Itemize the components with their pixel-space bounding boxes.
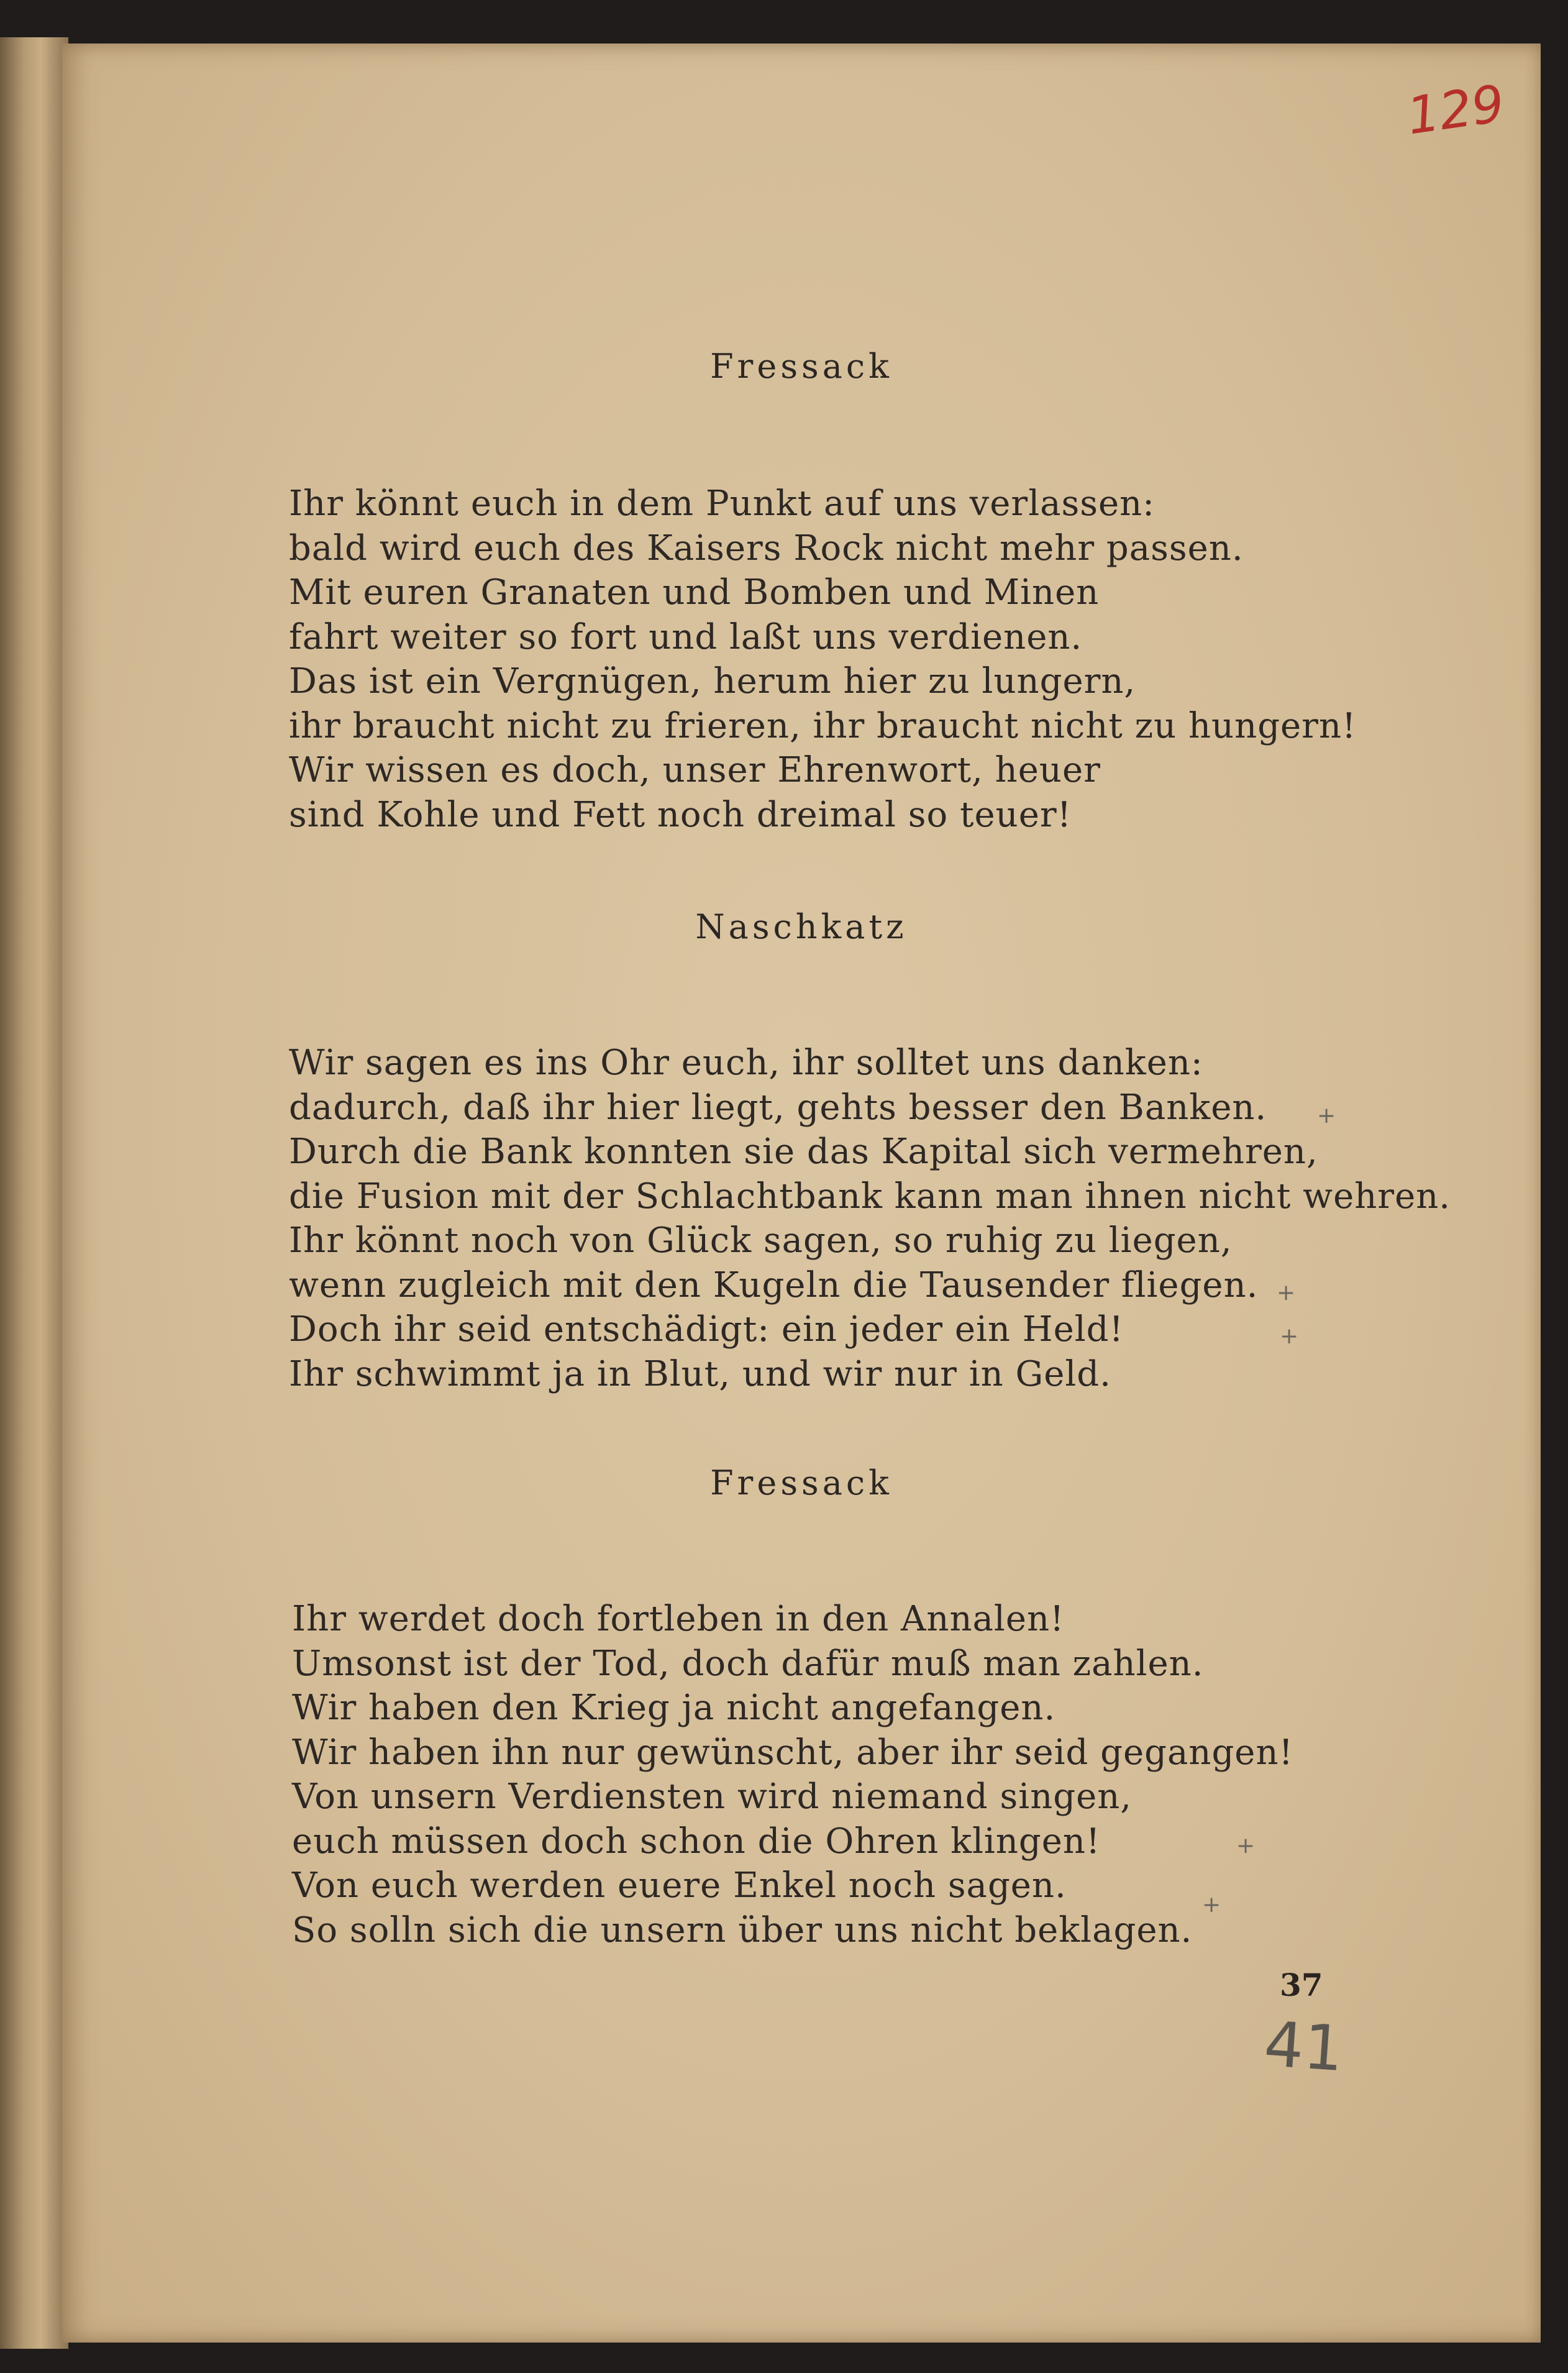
pencil-mark: + bbox=[1236, 1833, 1256, 1859]
page-number: 37 bbox=[1280, 1967, 1323, 2003]
poem-line: Das ist ein Vergnügen, herum hier zu lungern, bbox=[289, 661, 1136, 702]
poem-line: So solln sich die unsern über uns nicht beklagen. bbox=[292, 1909, 1193, 1950]
poem-line: Mit euren Granaten und Bomben und Minen bbox=[289, 572, 1100, 613]
poem-line: Von euch werden euere Enkel noch sagen. bbox=[292, 1865, 1067, 1906]
poem-stanza bbox=[289, 482, 1357, 837]
poem-line: dadurch, daß ihr hier liegt, gehts besser den Banken. bbox=[289, 1087, 1267, 1128]
poem-line: Doch ihr seid entschädigt: ein jeder ein Held! bbox=[289, 1309, 1124, 1350]
poem-line: Ihr könnt noch von Glück sagen, so ruhig zu liegen, bbox=[289, 1220, 1233, 1261]
poem-line: Ihr könnt euch in dem Punkt auf uns verlassen: bbox=[289, 483, 1155, 524]
poem-title: Naschkatz bbox=[695, 907, 908, 946]
poem-line: Von unsern Verdiensten wird niemand singen, bbox=[292, 1776, 1133, 1817]
poem-line: fahrt weiter so fort und laßt uns verdienen. bbox=[289, 616, 1083, 657]
pencil-mark: + bbox=[1202, 1892, 1221, 1918]
poem-line: die Fusion mit der Schlachtbank kann man ihnen nicht wehren. bbox=[289, 1176, 1451, 1217]
poem-line: Wir sagen es ins Ohr euch, ihr solltet uns danken: bbox=[289, 1043, 1203, 1083]
book-page bbox=[62, 43, 1541, 2343]
archive-number: 129 bbox=[1403, 74, 1508, 147]
poem-line: Umsonst ist der Tod, doch dafür muß man zahlen. bbox=[292, 1643, 1204, 1684]
poem-line: bald wird euch des Kaisers Rock nicht mehr passen. bbox=[289, 528, 1244, 569]
poem-line: Wir haben ihn nur gewünscht, aber ihr seid gegangen! bbox=[292, 1732, 1294, 1773]
poem-line: euch müssen doch schon die Ohren klingen! bbox=[292, 1821, 1101, 1862]
poem-title: Fressack bbox=[710, 1463, 893, 1502]
poem-line: Durch die Bank konnten sie das Kapital sich vermehren, bbox=[289, 1132, 1318, 1172]
poem-line: wenn zugleich mit den Kugeln die Tausender fliegen. bbox=[289, 1264, 1259, 1305]
poem-line: Ihr werdet doch fortleben in den Annalen! bbox=[292, 1599, 1065, 1639]
pencil-page-number: 41 bbox=[1262, 2007, 1346, 2086]
poem-stanza bbox=[292, 1597, 1293, 1952]
poem-line: Ihr schwimmt ja in Blut, und wir nur in Geld. bbox=[289, 1353, 1111, 1394]
pencil-mark: + bbox=[1277, 1280, 1296, 1305]
poem-title: Fressack bbox=[710, 347, 893, 386]
pencil-mark: + bbox=[1317, 1103, 1336, 1128]
poem-line: Wir haben den Krieg ja nicht angefangen. bbox=[292, 1688, 1056, 1728]
poem-line: ihr braucht nicht zu frieren, ihr braucht nicht zu hungern! bbox=[289, 705, 1357, 746]
poem-line: sind Kohle und Fett noch dreimal so teuer! bbox=[289, 794, 1072, 835]
poem-line: Wir wissen es doch, unser Ehrenwort, heuer bbox=[289, 750, 1101, 790]
poem-stanza bbox=[289, 1041, 1451, 1396]
book-binding bbox=[0, 37, 68, 2349]
pencil-mark: + bbox=[1280, 1324, 1299, 1349]
